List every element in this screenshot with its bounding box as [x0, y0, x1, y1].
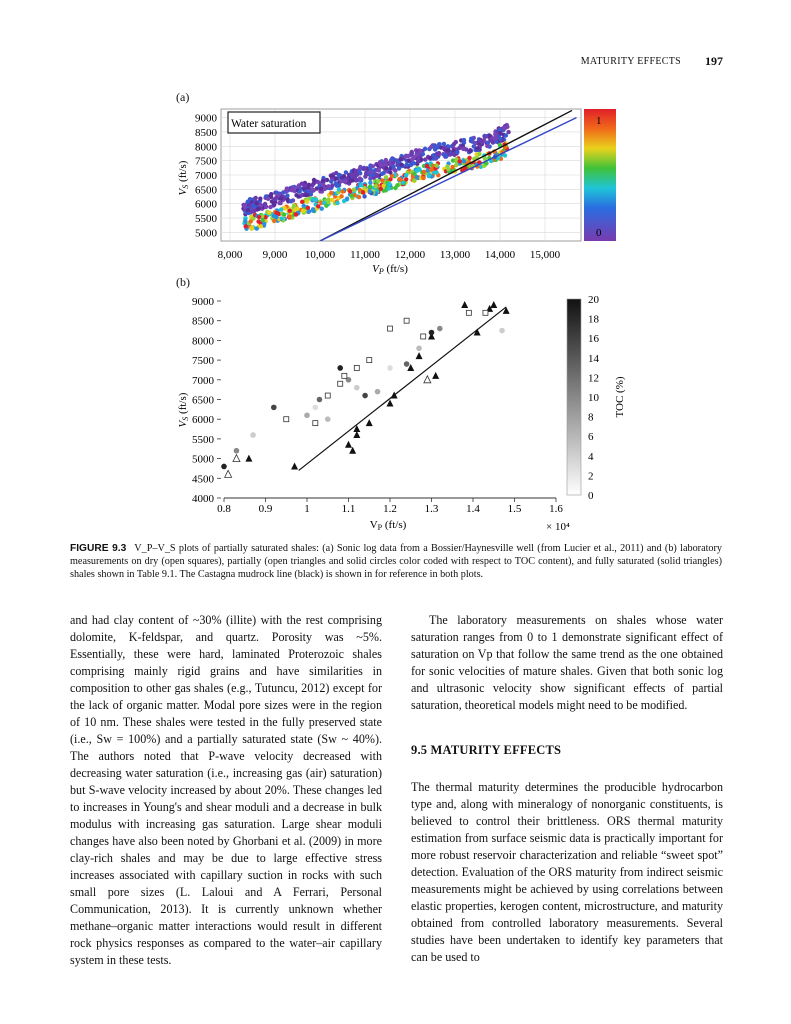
x-tick-label-a: 9,000 — [262, 249, 288, 261]
partial-circle-point — [362, 393, 368, 399]
log-data-point — [399, 163, 403, 167]
y-tick-label-b: 8500 — [192, 315, 214, 328]
y-tick-label-b: 9000 — [192, 296, 214, 308]
colorbar-tick-label-b: 14 — [588, 352, 599, 365]
log-data-point — [349, 194, 353, 198]
log-data-point — [376, 179, 380, 183]
colorbar-label-b: TOC (%) — [614, 376, 626, 418]
dry-square-point — [354, 365, 359, 370]
log-data-point — [361, 190, 365, 194]
log-data-point — [374, 184, 378, 188]
log-data-point — [301, 209, 305, 213]
log-data-point — [368, 170, 372, 174]
panel-label-a: (a) — [176, 90, 190, 104]
log-data-point — [300, 200, 304, 204]
y-tick-label-b: 7000 — [192, 374, 214, 387]
log-data-point — [266, 197, 270, 201]
log-data-point — [307, 183, 311, 187]
colorbar-tick-label-b: 8 — [588, 411, 594, 424]
log-data-point — [277, 193, 281, 197]
log-data-point — [488, 134, 492, 138]
colorbar-tick-label-b: 4 — [588, 450, 594, 463]
panel-label-b: (b) — [176, 275, 190, 289]
partial-circle-point — [271, 405, 277, 411]
log-data-point — [311, 209, 315, 213]
log-data-point — [298, 190, 302, 194]
log-data-point — [401, 181, 405, 185]
log-data-point — [412, 172, 416, 176]
log-data-point — [290, 188, 294, 192]
dry-square-point — [338, 381, 343, 386]
y-tick-label-a: 7500 — [195, 155, 217, 168]
log-data-point — [362, 194, 366, 198]
dry-square-point — [284, 417, 289, 422]
y-tick-label-a: 9000 — [195, 112, 217, 125]
left-paragraph-1: and had clay content of ~30% (illite) with the rest comprising dolomite, K-feldspar, and quartz. Porosity was ~5%. Essentially, these were hard, laminated Proterozoic shales comprising mainly rigid grains and have similarities in composition to other gas shales (e.g., Tutuncu, 2012) except for the lack of organic matter. Modal pore sizes were in the region of 10 nm. These shales were tested in the fully preserved state (i.e., Sw = 100%) and a partially saturated state (Sw ~ 40%). The authors noted that P-wave velocity decreased with decreasing water saturation (i.e., increasing gas (air) saturation) but S-wave velocity increased by about 20%. These changes led to increases in Young's and shear moduli and a decrease in bulk modulus with increasing gas saturation. Large shear moduli changes have also been noted by Ghorbani et al. (2009) in more clay-rich shales and may be due to large effective stress increases associated with capillary suction in rocks with such small pore sizes (L. Laloui and A Ferrari, Personal Communication, 2013). It is currently unknown whether methane–organic matter interactions would result in different rock physics responses as compared to the water–air capillary system in these tests. — [70, 613, 382, 967]
log-data-point — [272, 219, 276, 223]
log-data-point — [504, 133, 508, 137]
log-data-point — [404, 177, 408, 181]
log-data-point — [296, 194, 300, 198]
partial-circle-point — [313, 405, 319, 411]
log-data-point — [362, 167, 366, 171]
log-data-point — [462, 159, 466, 163]
partial-open-triangle-point — [233, 455, 240, 462]
log-data-point — [255, 201, 259, 205]
partial-circle-point — [250, 432, 256, 438]
log-data-point — [467, 156, 471, 160]
log-data-point — [398, 157, 402, 161]
log-data-point — [442, 153, 446, 157]
colorbar-tick-label-b: 18 — [588, 313, 599, 326]
x-tick-label-b: 1.1 — [341, 503, 356, 515]
log-data-point — [442, 142, 446, 146]
x-tick-label-b: 1.4 — [466, 503, 480, 515]
log-data-point — [289, 199, 293, 203]
y-axis-label-b-wrap — [174, 385, 194, 435]
log-data-point — [429, 168, 433, 172]
x-scale-label-b: × 10⁴ — [546, 521, 570, 533]
colorbar-tick-label-b: 10 — [588, 392, 599, 404]
partial-circle-point — [234, 448, 240, 454]
y-tick-label-b: 8000 — [192, 335, 214, 348]
log-data-point — [409, 163, 413, 167]
log-data-point — [384, 166, 388, 170]
log-data-point — [321, 183, 325, 187]
log-data-point — [287, 214, 291, 218]
log-data-point — [368, 181, 372, 185]
log-data-point — [319, 187, 323, 191]
log-data-point — [269, 192, 273, 196]
y-tick-label-a: 7000 — [195, 170, 217, 182]
log-data-point — [337, 183, 341, 187]
partial-circle-point — [221, 464, 227, 470]
log-data-point — [316, 204, 320, 208]
colorbar-b — [567, 299, 581, 495]
log-data-point — [384, 158, 388, 162]
dry-square-point — [313, 421, 318, 426]
log-data-point — [384, 175, 388, 179]
saturated-triangle-point — [345, 441, 352, 448]
saturated-triangle-point — [366, 419, 373, 426]
log-data-point — [329, 174, 333, 178]
log-data-point — [312, 188, 316, 192]
log-data-point — [425, 164, 429, 168]
log-data-point — [354, 169, 358, 173]
x-tick-label-a: 13,000 — [439, 249, 471, 261]
log-data-point — [263, 202, 267, 206]
log-data-point — [450, 165, 454, 169]
running-head: MATURITY EFFECTS — [580, 56, 681, 67]
log-data-point — [256, 219, 260, 223]
log-data-point — [503, 126, 507, 130]
dry-square-point — [367, 358, 372, 363]
x-tick-label-a: 11,000 — [350, 249, 380, 261]
log-data-point — [344, 170, 348, 174]
log-data-point — [285, 186, 289, 190]
log-data-point — [340, 189, 344, 193]
saturated-triangle-point — [490, 301, 497, 308]
log-data-point — [254, 196, 258, 200]
log-data-point — [423, 147, 427, 151]
log-data-point — [395, 183, 399, 187]
x-tick-label-a: 12,000 — [394, 249, 426, 261]
partial-circle-point — [304, 412, 310, 418]
log-data-point — [305, 199, 309, 203]
partial-circle-point — [354, 385, 360, 391]
dry-square-point — [466, 310, 471, 315]
left-column — [70, 612, 382, 969]
log-data-point — [359, 183, 363, 187]
partial-circle-point — [437, 326, 443, 332]
log-data-point — [431, 153, 435, 157]
colorbar-tick-label-b: 0 — [588, 490, 594, 502]
log-data-point — [480, 140, 484, 144]
log-data-point — [491, 140, 495, 144]
log-data-point — [258, 197, 262, 201]
log-data-point — [279, 197, 283, 201]
log-data-point — [267, 210, 271, 214]
right-paragraph-1: The laboratory measurements on shales whose water saturation ranges from 0 to 1 demonstrate significant effect of saturation on Vp that follow the same trend as the one obtained for sonic velocities of mature shales. Given that both sonic log and ultrasonic velocity show significant effects of partial saturation, theoretical models might need to be modified. — [411, 613, 723, 712]
x-axis-label-a: VP (ft/s) — [372, 263, 408, 276]
log-data-point — [418, 149, 422, 153]
partial-open-triangle-point — [225, 470, 232, 477]
saturated-triangle-point — [416, 352, 423, 359]
log-data-point — [437, 142, 441, 146]
log-data-point — [285, 194, 289, 198]
figure-b-chart — [0, 280, 791, 542]
dry-square-point — [404, 318, 409, 323]
log-data-point — [433, 145, 437, 149]
y-tick-label-a: 8000 — [195, 141, 217, 154]
log-data-point — [306, 210, 310, 214]
log-data-point — [345, 197, 349, 201]
log-data-point — [475, 146, 479, 150]
log-data-point — [249, 227, 253, 231]
partial-circle-point — [404, 361, 410, 367]
y-tick-label-b: 6000 — [192, 414, 214, 427]
log-data-point — [358, 176, 362, 180]
log-data-point — [442, 145, 446, 149]
x-tick-label-a: 15,000 — [529, 249, 561, 261]
y-axis-label-a: VS (ft/s) — [177, 160, 190, 196]
x-axis-label-b: VP (ft/s) — [369, 519, 407, 532]
x-tick-label-b: 1.2 — [383, 503, 397, 515]
log-data-point — [435, 163, 439, 167]
log-data-point — [468, 149, 472, 153]
log-data-point — [416, 159, 420, 163]
log-data-point — [387, 186, 391, 190]
log-data-point — [249, 219, 253, 223]
log-data-point — [330, 198, 334, 202]
log-data-point — [371, 164, 375, 168]
colorbar-tick-label-b: 12 — [588, 372, 599, 385]
log-data-point — [279, 207, 283, 211]
y-tick-label-b: 7500 — [192, 355, 214, 368]
x-tick-label-b: 1.3 — [424, 503, 439, 515]
log-data-point — [405, 163, 409, 167]
dry-square-point — [342, 373, 347, 378]
log-data-point — [326, 184, 330, 188]
legend-box-label: Water saturation — [231, 118, 307, 130]
log-data-point — [429, 145, 433, 149]
y-tick-label-a: 8500 — [195, 126, 217, 139]
log-data-point — [243, 219, 247, 223]
y-tick-label-b: 5500 — [192, 433, 214, 446]
y-tick-label-b: 6500 — [192, 394, 214, 407]
log-data-point — [380, 178, 384, 182]
saturated-triangle-point — [461, 301, 468, 308]
log-data-point — [470, 140, 474, 144]
log-data-point — [391, 164, 395, 168]
partial-circle-point — [499, 328, 505, 334]
saturated-triangle-point — [291, 462, 298, 469]
log-data-point — [421, 176, 425, 180]
saturated-triangle-point — [503, 307, 510, 314]
partial-circle-point — [416, 345, 422, 351]
log-data-point — [378, 162, 382, 166]
x-tick-label-b: 1.5 — [507, 503, 522, 515]
log-data-point — [458, 159, 462, 163]
partial-circle-point — [375, 389, 381, 395]
saturated-triangle-point — [432, 372, 439, 379]
y-tick-label-b: 4000 — [192, 493, 214, 505]
log-data-point — [281, 190, 285, 194]
log-data-point — [452, 153, 456, 157]
log-data-point — [404, 154, 408, 158]
log-data-point — [282, 213, 286, 217]
colorbar-tick-label-b: 6 — [588, 431, 594, 444]
log-data-point — [434, 170, 438, 174]
log-data-point — [288, 209, 292, 213]
x-tick-label-b: 0.9 — [258, 503, 273, 515]
log-data-point — [306, 189, 310, 193]
partial-circle-point — [317, 397, 323, 403]
partial-circle-point — [325, 416, 331, 422]
x-tick-label-a: 14,000 — [484, 249, 516, 261]
log-data-point — [311, 197, 315, 201]
log-data-point — [335, 201, 339, 205]
log-data-point — [355, 173, 359, 177]
log-data-point — [321, 179, 325, 183]
colorbar-top-label: 1 — [596, 115, 602, 127]
log-data-point — [390, 157, 394, 161]
log-data-point — [348, 189, 352, 193]
log-data-point — [368, 185, 372, 189]
log-data-point — [343, 180, 347, 184]
colorbar-a — [584, 109, 616, 241]
log-data-point — [337, 173, 341, 177]
dry-square-point — [388, 326, 393, 331]
log-data-point — [339, 179, 343, 183]
log-data-point — [272, 202, 276, 206]
saturated-triangle-point — [245, 455, 252, 462]
log-data-point — [243, 203, 247, 207]
log-data-point — [388, 170, 392, 174]
log-data-point — [257, 215, 261, 219]
log-data-point — [339, 194, 343, 198]
dry-square-point — [483, 310, 488, 315]
x-tick-label-b: 1.6 — [549, 503, 563, 515]
partial-open-triangle-point — [424, 376, 431, 383]
figure-caption — [70, 542, 722, 581]
caption-text: V_P–V_S plots of partially saturated shales: (a) Sonic log data from a Bossier/Haynesville well (from Lucier et al., 2011) and (b) laboratory measurements on dry (open squares), partially (open triangles and solid circles color coded with respect to TOC content), and fully saturated (solid triangles) shales shown in Table 9.1. The Castagna mudrock line (black) is shown in for reference in both plots. — [70, 543, 722, 580]
log-data-point — [410, 150, 414, 154]
log-data-point — [493, 136, 497, 140]
log-data-point — [295, 207, 299, 211]
log-data-point — [348, 179, 352, 183]
partial-circle-point — [337, 365, 343, 371]
log-data-point — [446, 167, 450, 171]
colorbar-bottom-label: 0 — [596, 227, 602, 239]
log-data-point — [255, 226, 259, 230]
x-tick-label-b: 0.8 — [217, 503, 231, 515]
x-tick-label-b: 1 — [304, 503, 310, 515]
y-tick-label-b: 4500 — [192, 473, 214, 486]
log-data-point — [268, 205, 272, 209]
log-data-point — [294, 212, 298, 216]
colorbar-tick-label-b: 20 — [588, 294, 599, 306]
log-data-point — [437, 151, 441, 155]
log-data-point — [274, 215, 278, 219]
log-data-point — [280, 216, 284, 220]
log-data-point — [246, 208, 250, 212]
log-data-point — [244, 224, 248, 228]
log-data-point — [357, 195, 361, 199]
log-data-point — [498, 131, 502, 135]
log-data-point — [329, 191, 333, 195]
x-tick-label-a: 10,000 — [304, 249, 336, 261]
y-tick-label-a: 6500 — [195, 184, 217, 197]
log-data-point — [498, 137, 502, 141]
y-tick-label-b: 5000 — [192, 453, 214, 466]
log-data-point — [330, 183, 334, 187]
log-data-point — [428, 156, 432, 160]
log-data-point — [454, 140, 458, 144]
y-axis-label-b-text: VS (ft/s) — [177, 392, 190, 428]
right-paragraph-2: The thermal maturity determines the producible hydrocarbon type and, along with mineralogy of nonorganic constituents, is believed to control their brittleness. ORS thermal maturity estimation from surface seismic data is practically important for more robust reservoir characterization and reliable “sweet spot” detection. Evaluation of the ORS maturity from indirect seismic measurements might be achieved by using correlations between elastic properties, kerogen content, microstructure, and maturity obtained from controlled laboratory measurements. Several studies have been undertaken to identify key parameters that can be used to — [411, 780, 723, 964]
log-data-point — [376, 167, 380, 171]
dry-square-point — [325, 393, 330, 398]
log-data-point — [477, 152, 481, 156]
figure-a-chart — [0, 0, 791, 290]
partial-circle-point — [387, 365, 393, 371]
y-tick-label-a: 6000 — [195, 198, 217, 211]
log-data-point — [379, 187, 383, 191]
log-data-point — [334, 176, 338, 180]
log-data-point — [329, 179, 333, 183]
log-data-point — [300, 182, 304, 186]
log-data-point — [485, 144, 489, 148]
log-data-point — [387, 182, 391, 186]
y-tick-label-a: 5500 — [195, 213, 217, 226]
log-data-point — [312, 178, 316, 182]
log-data-point — [259, 224, 263, 228]
log-data-point — [306, 206, 310, 210]
y-tick-label-a: 5000 — [195, 227, 217, 240]
log-data-point — [397, 177, 401, 181]
log-data-point — [292, 203, 296, 207]
caption-label: FIGURE 9.3 — [70, 543, 127, 554]
castagna-line-b — [299, 307, 507, 471]
colorbar-tick-label-b: 16 — [588, 333, 599, 346]
log-data-point — [368, 189, 372, 193]
right-column — [411, 612, 723, 966]
log-data-point — [415, 153, 419, 157]
log-data-point — [261, 218, 265, 222]
log-data-point — [324, 204, 328, 208]
x-tick-label-a: 8,000 — [217, 249, 243, 261]
log-data-point — [404, 173, 408, 177]
section-heading: 9.5 MATURITY EFFECTS — [411, 743, 562, 757]
log-data-point — [427, 173, 431, 177]
dry-square-point — [421, 334, 426, 339]
page-number: 197 — [705, 54, 723, 68]
log-data-point — [483, 135, 487, 139]
partial-circle-point — [429, 330, 435, 336]
log-data-point — [277, 201, 281, 205]
colorbar-tick-label-b: 2 — [588, 470, 594, 483]
log-data-point — [458, 146, 462, 150]
